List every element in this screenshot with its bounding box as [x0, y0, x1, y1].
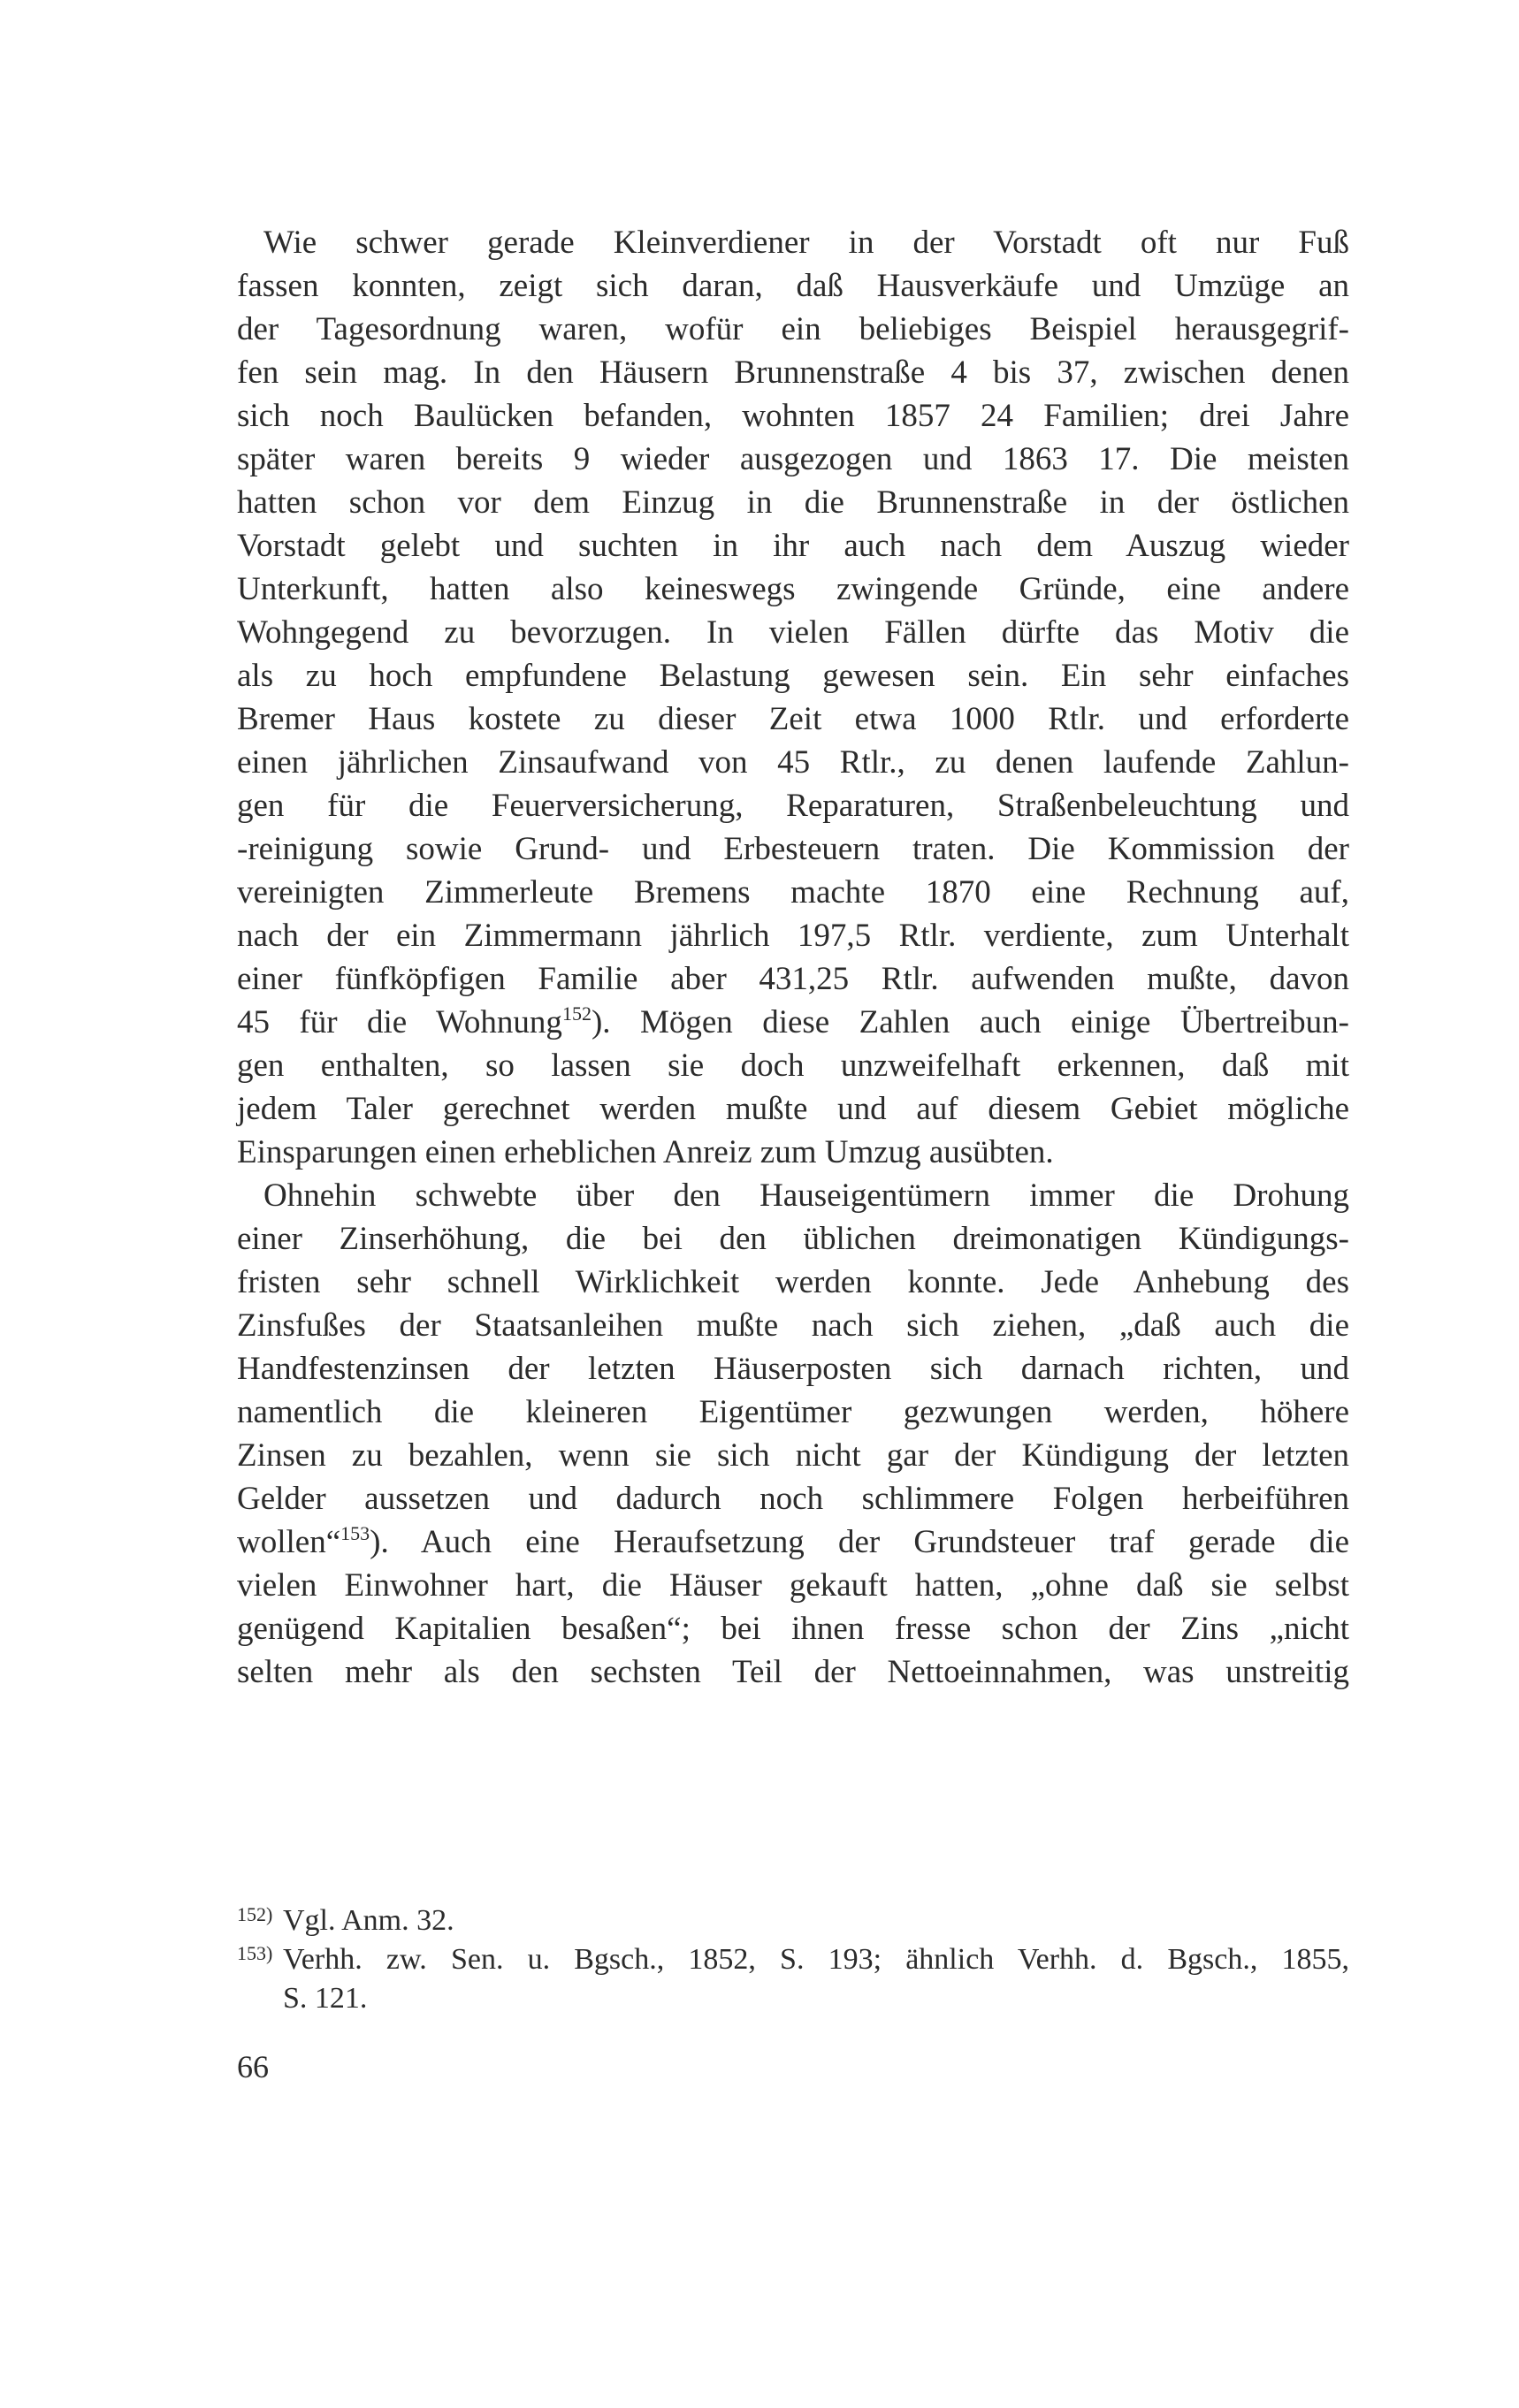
- text-line: selten mehr als den sechsten Teil der Nettoeinnahmen, was unstreitig: [237, 1654, 1349, 1690]
- text-line: fen sein mag. In den Häusern Brunnenstraße 4 bis 37, zwischen denen: [237, 354, 1349, 391]
- footnote-continuation: S. 121.: [283, 1982, 368, 2015]
- text-fragment: wollen“: [237, 1524, 341, 1560]
- text-line: Handfestenzinsen der letzten Häuserposten sich darnach richten, und: [237, 1351, 1349, 1387]
- footnote-152: [237, 1902, 1349, 1941]
- text-line: jedem Taler gerechnet werden mußte und auf diesem Gebiet mögliche: [237, 1091, 1349, 1127]
- text-line-with-footnote-ref: [237, 1520, 1349, 1564]
- footnote-ref-153[interactable]: 153: [340, 1522, 370, 1544]
- text-fragment: 45 für die Wohnung: [237, 1004, 562, 1040]
- text-line: Gelder aussetzen und dadurch noch schlimmere Folgen herbeiführen: [237, 1481, 1349, 1517]
- text-line: Wohngegend zu bevorzugen. In vielen Fällen dürfte das Motiv die: [237, 614, 1349, 651]
- text-line: gen enthalten, so lassen sie doch unzweifelhaft erkennen, daß mit: [237, 1048, 1349, 1084]
- text-fragment: ). Mögen diese Zahlen auch einige Übertreibun-: [591, 1004, 1349, 1040]
- text-line: Zinsfußes der Staatsanleihen mußte nach sich ziehen, „daß auch die: [237, 1307, 1349, 1344]
- main-text: [237, 221, 1349, 1694]
- text-line: Ohnehin schwebte über den Hauseigentümern immer die Drohung: [263, 1177, 1349, 1214]
- text-line: sich noch Baulücken befanden, wohnten 1857 24 Familien; drei Jahre: [237, 398, 1349, 434]
- text-line: Unterkunft, hatten also keineswegs zwingende Gründe, eine andere: [237, 571, 1349, 607]
- text-line: namentlich die kleineren Eigentümer gezwungen werden, höhere: [237, 1394, 1349, 1430]
- text-line: einer fünfköpfigen Familie aber 431,25 Rtlr. aufwenden mußte, davon: [237, 961, 1349, 997]
- text-line: einen jährlichen Zinsaufwand von 45 Rtlr., zu denen laufende Zahlun-: [237, 744, 1349, 781]
- text-line: nach der ein Zimmermann jährlich 197,5 Rtlr. verdiente, zum Unterhalt: [237, 918, 1349, 954]
- footnote-text: Verhh. zw. Sen. u. Bgsch., 1852, S. 193; ähnlich Verhh. d. Bgsch., 1855,: [283, 1943, 1349, 1976]
- footnote-mark: 153): [237, 1942, 273, 1964]
- text-line: später waren bereits 9 wieder ausgezogen und 1863 17. Die meisten: [237, 441, 1349, 477]
- text-line: fristen sehr schnell Wirklichkeit werden konnte. Jede Anhebung des: [237, 1264, 1349, 1300]
- footnote-text: Vgl. Anm. 32.: [283, 1904, 454, 1937]
- footnote-ref-152[interactable]: 152: [561, 1002, 592, 1025]
- footnote-153: [237, 1941, 1349, 1980]
- text-line: Wie schwer gerade Kleinverdiener in der Vorstadt oft nur Fuß: [263, 225, 1349, 261]
- footnotes: [237, 1902, 1349, 2016]
- text-line: fassen konnten, zeigt sich daran, daß Hausverkäufe und Umzüge an: [237, 268, 1349, 304]
- text-line: einer Zinserhöhung, die bei den üblichen dreimonatigen Kündigungs-: [237, 1221, 1349, 1257]
- footnote-mark: 152): [237, 1903, 273, 1925]
- text-line: gen für die Feuerversicherung, Reparaturen, Straßenbeleuchtung und: [237, 788, 1349, 824]
- text-line: als zu hoch empfundene Belastung gewesen sein. Ein sehr einfaches: [237, 658, 1349, 694]
- text-line: hatten schon vor dem Einzug in die Brunnenstraße in der östlichen: [237, 484, 1349, 521]
- text-line-with-footnote-ref: [237, 1001, 1349, 1044]
- text-fragment: ). Auch eine Heraufsetzung der Grundsteuer traf gerade die: [370, 1524, 1349, 1560]
- text-line: Vorstadt gelebt und suchten in ihr auch nach dem Auszug wieder: [237, 528, 1349, 564]
- text-line: Einsparungen einen erheblichen Anreiz zum Umzug ausübten.: [237, 1134, 1054, 1170]
- text-line: -reinigung sowie Grund- und Erbesteuern traten. Die Kommission der: [237, 831, 1349, 867]
- text-line: genügend Kapitalien besaßen“; bei ihnen fresse schon der Zins „nicht: [237, 1611, 1349, 1647]
- text-line: Zinsen zu bezahlen, wenn sie sich nicht gar der Kündigung der letzten: [237, 1437, 1349, 1474]
- text-line: der Tagesordnung waren, wofür ein beliebiges Beispiel herausgegrif-: [237, 311, 1349, 347]
- text-line: vereinigten Zimmerleute Bremens machte 1870 eine Rechnung auf,: [237, 874, 1349, 911]
- text-line: Bremer Haus kostete zu dieser Zeit etwa 1000 Rtlr. und erforderte: [237, 701, 1349, 737]
- page-number: 66: [237, 2049, 269, 2084]
- text-line: vielen Einwohner hart, die Häuser gekauft hatten, „ohne daß sie selbst: [237, 1567, 1349, 1604]
